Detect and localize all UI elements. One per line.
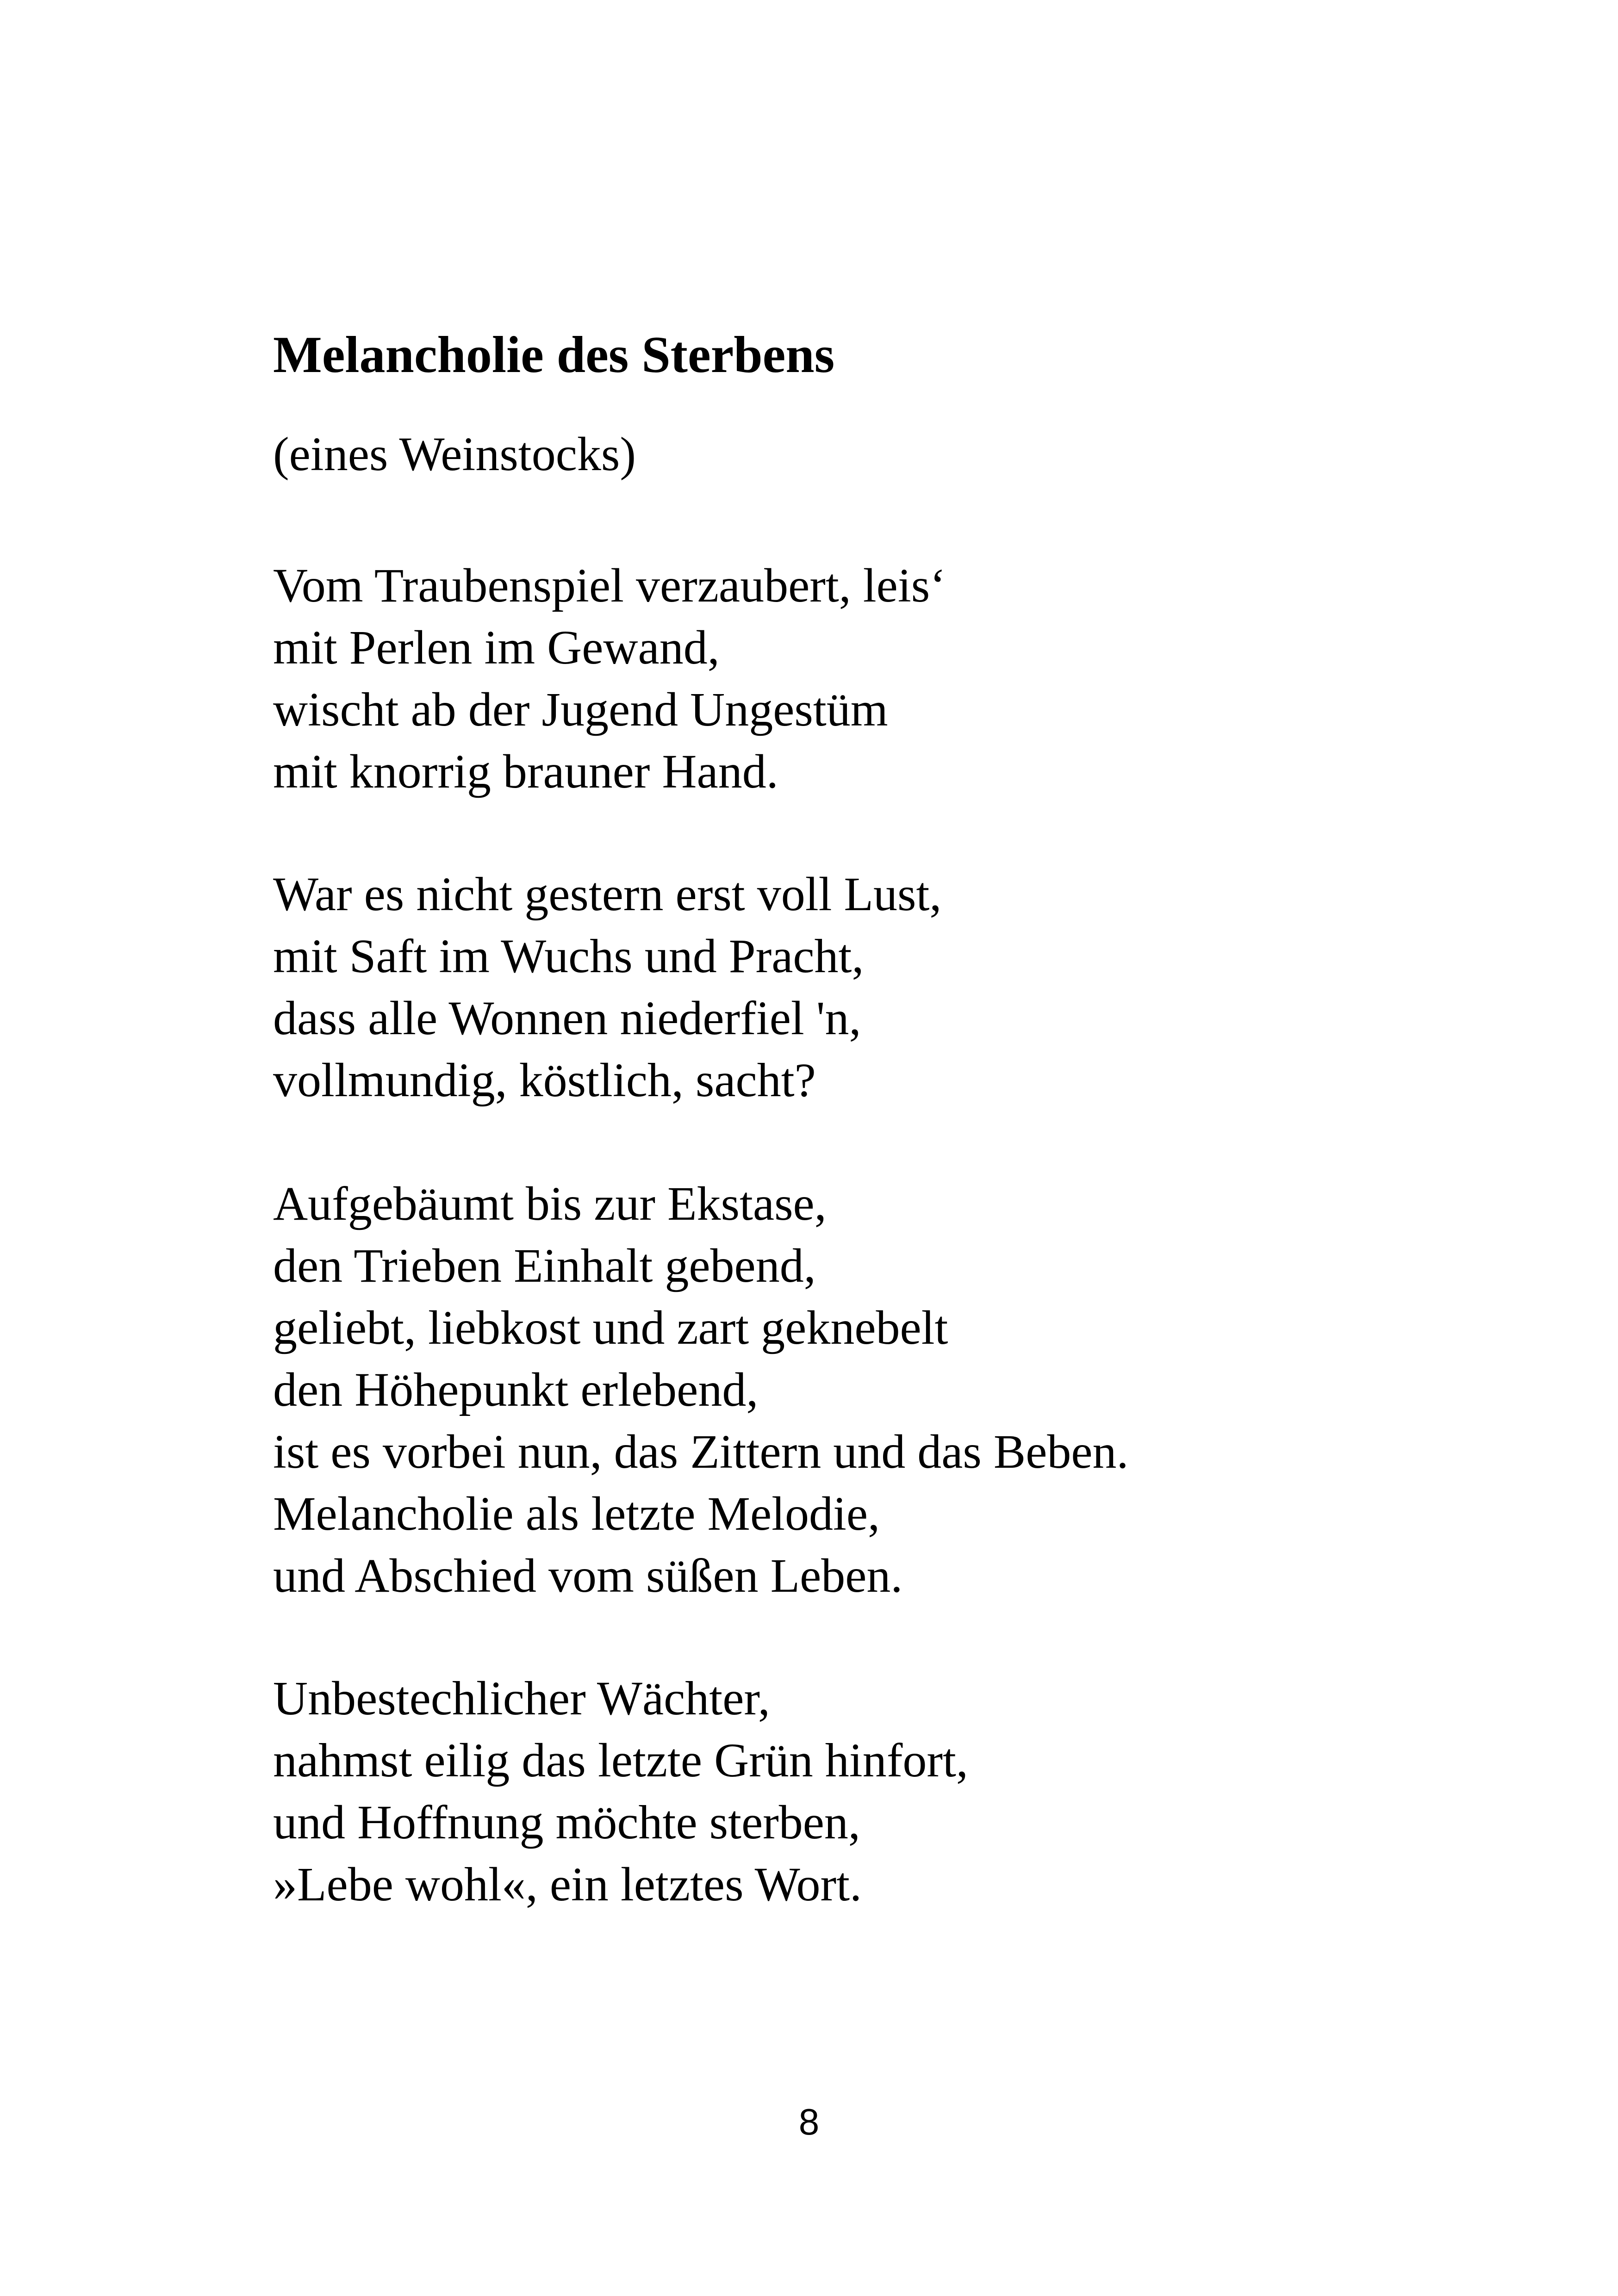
verse-line: War es nicht gestern erst voll Lust, — [273, 868, 942, 921]
stanza-4 — [273, 1668, 968, 1916]
verse-line: mit knorrig brauner Hand. — [273, 745, 778, 798]
stanza-2 — [273, 863, 941, 1111]
verse-line: »Lebe wohl«, ein letztes Wort. — [273, 1858, 862, 1911]
verse-line: Vom Traubenspiel verzaubert, leis‘ — [273, 559, 946, 612]
verse-line: wischt ab der Jugend Ungestüm — [273, 683, 888, 736]
poem-subtitle: (eines Weinstocks) — [273, 428, 636, 481]
verse-line: mit Perlen im Gewand, — [273, 621, 720, 674]
verse-line: nahmst eilig das letzte Grün hinfort, — [273, 1734, 968, 1787]
verse-line: mit Saft im Wuchs und Pracht, — [273, 930, 864, 983]
verse-line: den Höhepunkt erlebend, — [273, 1363, 759, 1416]
verse-line: Unbestechlicher Wächter, — [273, 1672, 770, 1725]
verse-line: Melancholie als letzte Melodie, — [273, 1487, 880, 1540]
stanza-1 — [273, 555, 946, 803]
verse-line: Aufgebäumt bis zur Ekstase, — [273, 1177, 827, 1230]
verse-line: den Trieben Einhalt gebend, — [273, 1239, 816, 1292]
verse-line: und Hoffnung möchte sterben, — [273, 1796, 860, 1849]
poem-title: Melancholie des Sterbens — [273, 326, 835, 384]
verse-line: vollmundig, köstlich, sacht? — [273, 1054, 816, 1107]
verse-line: dass alle Wonnen niederfiel 'n, — [273, 992, 861, 1045]
page-number: 8 — [798, 2101, 820, 2142]
stanza-3 — [273, 1173, 1129, 1607]
verse-line: und Abschied vom süßen Leben. — [273, 1549, 903, 1602]
verse-line: geliebt, liebkost und zart geknebelt — [273, 1301, 948, 1354]
verse-line: ist es vorbei nun, das Zittern und das Beben. — [273, 1425, 1129, 1478]
